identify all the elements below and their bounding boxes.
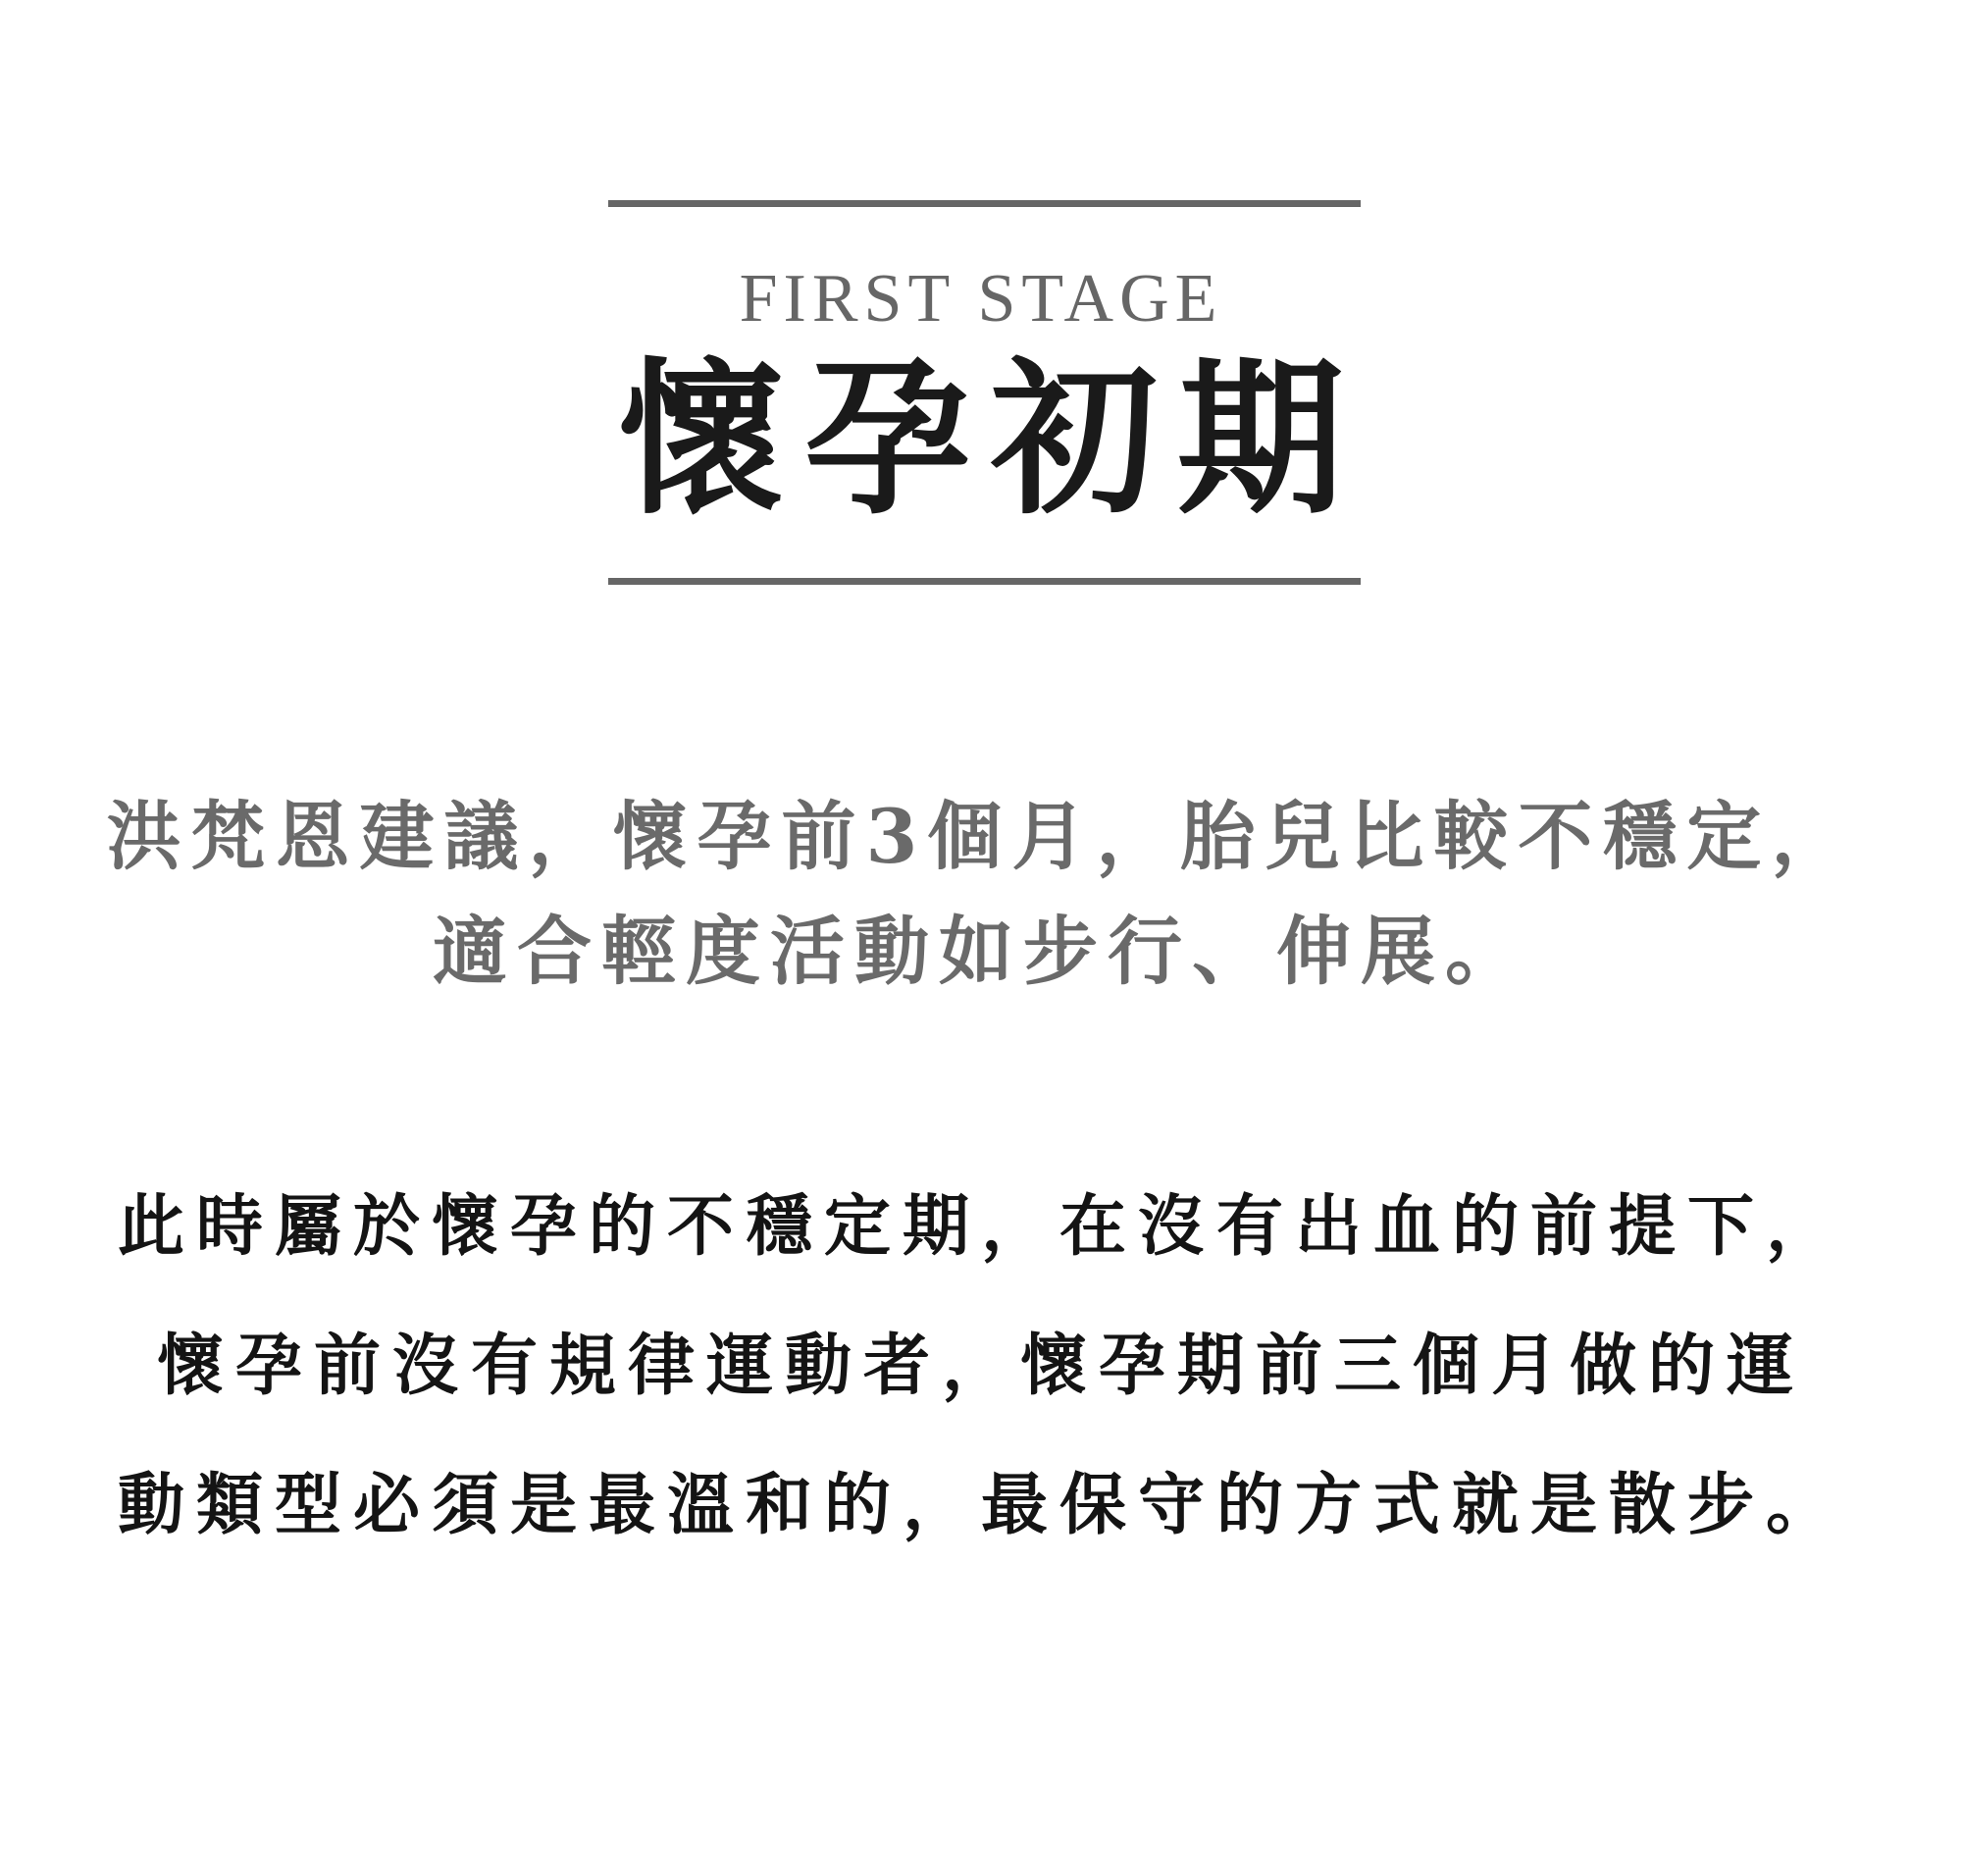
page-title: 懷孕初期 <box>617 341 1364 538</box>
body-line-3: 動類型必須是最溫和的，最保守的方式就是散步。 <box>117 1466 1844 1544</box>
stage-eyebrow: FIRST STAGE <box>739 261 1223 337</box>
intro-line-2: 適合輕度活動如步行、伸展。 <box>433 908 1529 995</box>
bottom-divider <box>608 578 1361 585</box>
top-divider <box>608 200 1361 207</box>
body-line-1: 此時屬於懷孕的不穩定期，在沒有出血的前提下， <box>117 1187 1844 1266</box>
body-line-2: 懷孕前沒有規律運動者，懷孕期前三個月做的運 <box>156 1327 1805 1405</box>
intro-line-1: 洪梵恩建議，懷孕前3個月，胎兒比較不穩定， <box>106 793 1856 880</box>
